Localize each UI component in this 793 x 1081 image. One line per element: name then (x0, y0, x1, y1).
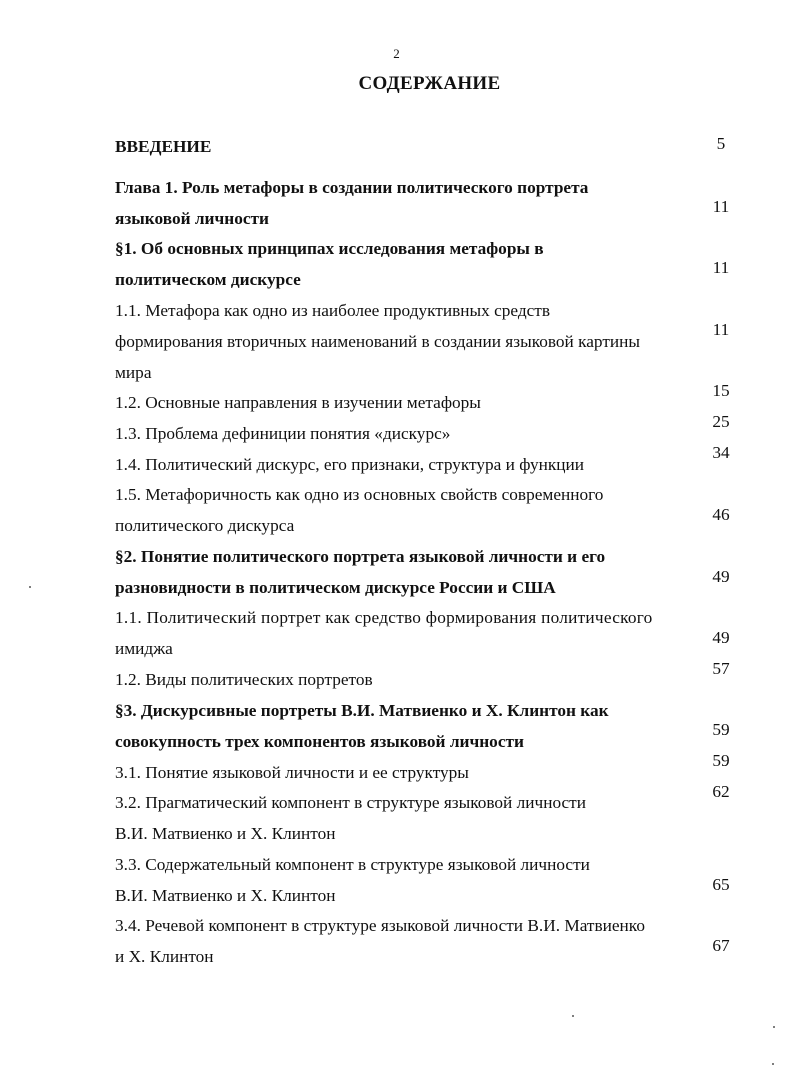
toc-line-chapter1-title: Глава 1. Роль метафоры в создании политического портрета (115, 178, 589, 197)
toc-line-3-4: 3.4. Речевой компонент в структуре языковой личности В.И. Матвиенко (115, 916, 645, 935)
toc-line-1-1-cont: формирования вторичных наименований в создании языковой картины (115, 332, 640, 351)
toc-page-section1: 11 (712, 258, 730, 277)
toc-line-section1-title: §1. Об основных принципах исследования метафоры в (115, 239, 544, 258)
toc-line-3-2-cont: В.И. Матвиенко и Х. Клинтон (115, 824, 336, 843)
toc-line-3-3-cont: В.И. Матвиенко и Х. Клинтон (115, 886, 336, 905)
toc-line-1-3: 1.3. Проблема дефиниции понятия «дискурс» (115, 424, 451, 443)
toc-page-1-2: 15 (712, 381, 730, 400)
toc-page-1-5: 46 (712, 505, 730, 524)
toc-page-3-4: 67 (712, 936, 730, 955)
toc-page-3-2: 62 (712, 782, 730, 801)
scan-speck (29, 586, 31, 588)
toc-page-1-4: 34 (712, 443, 730, 462)
toc-line-2-1: 1.1. Политический портрет как средство формирования политического (115, 608, 653, 627)
toc-line-3-3: 3.3. Содержательный компонент в структуре языковой личности (115, 855, 590, 874)
toc-line-2-2: 1.2. Виды политических портретов (115, 670, 373, 689)
scan-speck (772, 1063, 774, 1065)
toc-line-1-2: 1.2. Основные направления в изучении метафоры (115, 393, 481, 412)
scan-speck (773, 1026, 775, 1028)
toc-page-3-3: 65 (712, 875, 730, 894)
page-number: 2 (393, 46, 400, 61)
scan-speck (572, 1015, 574, 1017)
toc-line-section1-title-cont: политическом дискурсе (115, 270, 301, 289)
toc-line-2-1-cont: имиджа (115, 639, 173, 658)
toc-line-section3-title-cont: совокупность трех компонентов языковой личности (115, 732, 524, 751)
toc-line-1-5-cont: политического дискурса (115, 516, 295, 535)
toc-page-chapter1: 11 (712, 197, 730, 216)
toc-line-introduction: ВВЕДЕНИЕ (115, 137, 212, 156)
toc-line-1-1-cont2: мира (115, 363, 152, 382)
toc-page-introduction: 5 (716, 134, 726, 153)
toc-line-3-4-cont: и Х. Клинтон (115, 947, 214, 966)
toc-page-2-1: 49 (712, 628, 730, 647)
toc-line-section3-title: §3. Дискурсивные портреты В.И. Матвиенко и Х. Клинтон как (115, 701, 609, 720)
toc-line-chapter1-title-cont: языковой личности (115, 209, 269, 228)
toc-page-1-1: 11 (712, 320, 730, 339)
toc-line-1-5: 1.5. Метафоричность как одно из основных свойств современного (115, 485, 604, 504)
toc-line-section2-title: §2. Понятие политического портрета языковой личности и его (115, 547, 606, 566)
toc-line-3-2: 3.2. Прагматический компонент в структуре языковой личности (115, 793, 586, 812)
toc-line-1-4: 1.4. Политический дискурс, его признаки, структура и функции (115, 455, 585, 474)
toc-page-1-3: 25 (712, 412, 730, 431)
toc-line-1-1: 1.1. Метафора как одно из наиболее продуктивных средств (115, 301, 551, 320)
toc-page-section3: 59 (712, 720, 730, 739)
toc-page-2-2: 57 (712, 659, 730, 678)
toc-line-3-1: 3.1. Понятие языковой личности и ее структуры (115, 763, 469, 782)
toc-page-section2: 49 (712, 567, 730, 586)
page-title: СОДЕРЖАНИЕ (358, 73, 501, 94)
toc-page-3-1: 59 (712, 751, 730, 770)
toc-line-section2-title-cont: разновидности в политическом дискурсе России и США (115, 578, 556, 597)
